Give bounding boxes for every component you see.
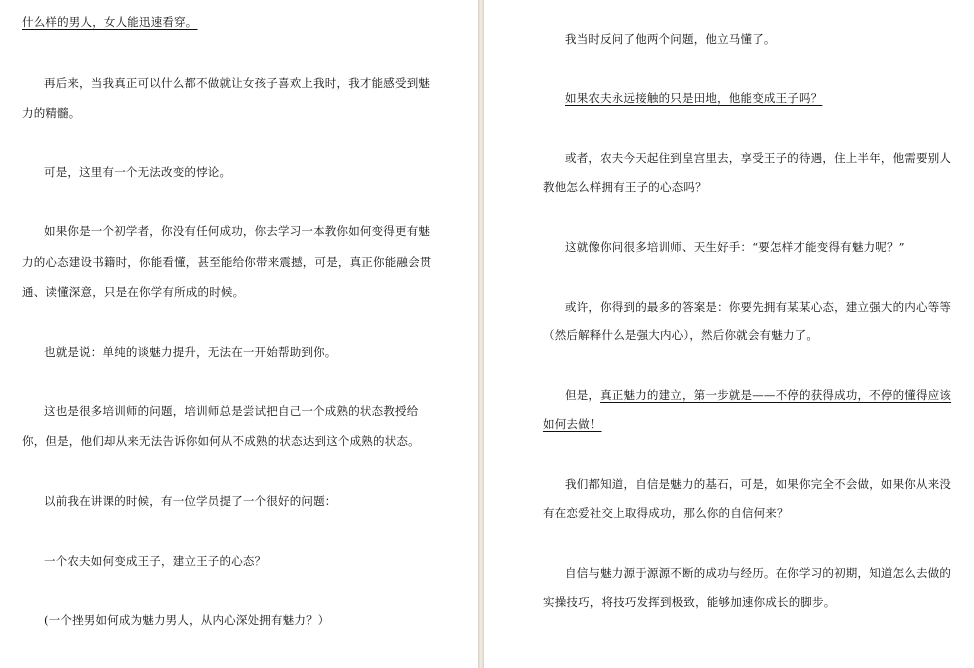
text-line: 实操技巧，将技巧发挥到极致，能够加速你成长的脚步。 bbox=[543, 595, 836, 609]
text-line: 有在恋爱社交上取得成功，那么你的自信何来？ bbox=[543, 506, 789, 520]
right-page bbox=[484, 0, 974, 668]
text-line: 如果农夫永远接触的只是田地，他能变成王子吗？ bbox=[565, 91, 823, 105]
text-line: 什么样的男人，女人能迅速看穿。 bbox=[22, 15, 198, 29]
text-line: 也就是说：单纯的谈魅力提升，无法在一开始帮助到你。 bbox=[44, 345, 337, 359]
text-line: 以前我在讲课的时候，有一位学员提了一个很好的问题： bbox=[44, 494, 337, 508]
text-line: 这就像你问很多培训师、天生好手：“要怎样才能变得有魅力呢？” bbox=[565, 240, 905, 254]
text-line: 我们都知道，自信是魅力的基石，可是，如果你完全不会做，如果你从来没 bbox=[565, 477, 952, 491]
text-line bbox=[565, 380, 951, 410]
text-line: 力的精髓。 bbox=[22, 106, 81, 120]
text-line: 如何去做！ bbox=[543, 417, 602, 431]
text-line: (一个挫男如何成为魅力男人，从内心深处拥有魅力？） bbox=[44, 613, 330, 627]
text-line: 我当时反问了他两个问题，他立马懂了。 bbox=[565, 32, 776, 46]
text-line: 如果你是一个初学者，你没有任何成功，你去学习一本教你如何变得更有魅 bbox=[44, 224, 431, 238]
text-line: 自信与魅力源于源源不断的成功与经历。在你学习的初期，知道怎么去做的 bbox=[565, 566, 952, 580]
text-line: 通、读懂深意，只是在你学有所成的时候。 bbox=[22, 285, 245, 299]
left-page bbox=[0, 0, 478, 668]
text-line-prefix: 但是， bbox=[565, 388, 601, 402]
text-line-emphasis: 真正魅力的建立，第一步就是——不停的获得成功，不停的懂得应该 bbox=[600, 388, 952, 402]
text-line: （然后解释什么是强大内心），然后你就会有魅力了。 bbox=[543, 328, 819, 342]
text-line: 或许，你得到的最多的答案是：你要先拥有某某心态，建立强大的内心等等 bbox=[565, 300, 952, 314]
text-line: 你，但是，他们却从来无法告诉你如何从不成熟的状态达到这个成熟的状态。 bbox=[22, 434, 420, 448]
text-line: 一个农夫如何变成王子，建立王子的心态？ bbox=[44, 554, 267, 568]
text-line: 再后来，当我真正可以什么都不做就让女孩子喜欢上我时，我才能感受到魅 bbox=[44, 76, 431, 90]
text-line: 可是，这里有一个无法改变的悖论。 bbox=[44, 165, 232, 179]
text-line: 这也是很多培训师的问题，培训师总是尝试把自己一个成熟的状态教授给 bbox=[44, 404, 419, 418]
text-line: 教他怎么样拥有王子的心态吗？ bbox=[543, 180, 707, 194]
text-line: 力的心态建设书籍时，你能看懂，甚至能给你带来震撼，可是，真正你能融会贯 bbox=[22, 255, 432, 269]
text-line: 或者，农夫今天起住到皇宫里去，享受王子的待遇，住上半年，他需要别人 bbox=[565, 151, 952, 165]
